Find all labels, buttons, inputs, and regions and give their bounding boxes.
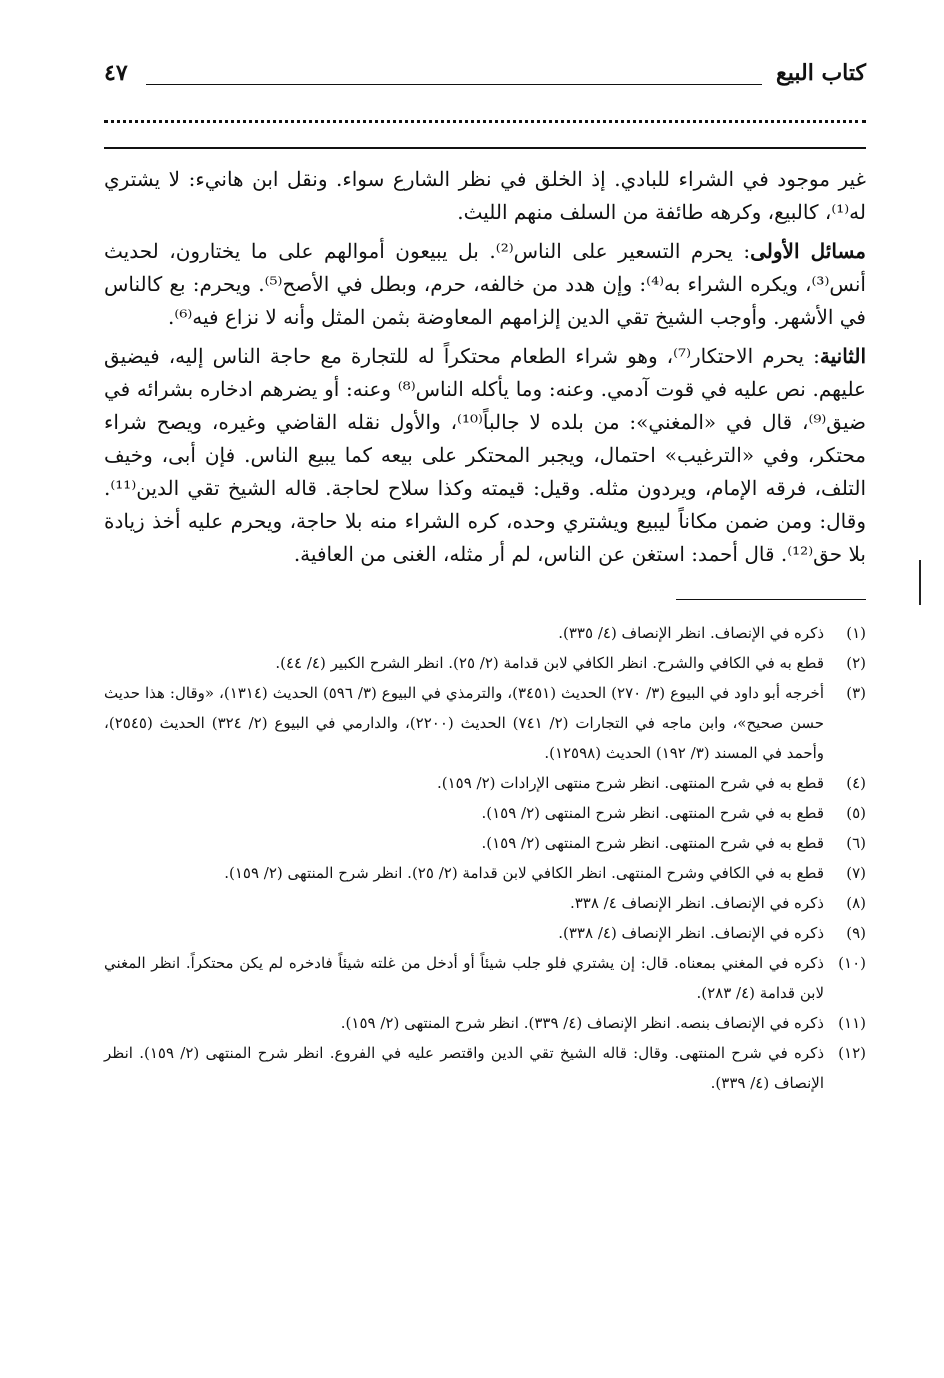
footnote xyxy=(104,918,866,948)
footnote xyxy=(104,828,866,858)
footnote-text: قطع به في الكافي وشرح المنتهى. انظر الكافي لابن قدامة (٢/ ٢٥). انظر شرح المنتهى (٢/ ١٥٩). xyxy=(224,864,824,882)
paragraph-2 xyxy=(104,235,866,334)
issue-first-heading: مسائل الأولى xyxy=(750,239,867,263)
footnote-text: قطع به في شرح المنتهى. انظر شرح المنتهى (٢/ ١٥٩). xyxy=(481,804,824,822)
chapter-title: كتاب البيع xyxy=(776,60,866,86)
paragraph-3-text: : يحرم الاحتكار⁽⁷⁾، وهو شراء الطعام محتكراً له للتجارة مع حاجة الناس إليه، فيضيق عليهم. نص عليه في قوت آدمي. وعنه: وما يأكله الناس⁽⁸⁾ وعنه: أو يضرهم ادخاره بشرائه في ضيق⁽⁹⁾، قال في «المغني»: من بلده لا جالباً⁽¹⁰⁾، والأول نقله القاضي وغيره، ويصح شراء محتكر، وفي «الترغيب» احتمال، ويجبر المحتكر على بيعه كما يبيع الناس. فإن أبى، وخيف التلف، فرقه الإمام، ويردون مثله. وقيل: قيمته وكذا سلاح لحاجة. قاله الشيخ تقي الدين⁽¹¹⁾. وقال: ومن ضمن مكاناً ليبيع ويشتري وحده، كره الشراء منه بلا حاجة، ويحرم عليه أخذ زيادة بلا حق⁽¹²⁾. قال أحمد: استغن عن الناس، لم أر مثله، الغنى من العافية. xyxy=(104,344,866,566)
footnote-number: (٧) xyxy=(846,864,866,882)
footnote-rule xyxy=(676,599,866,600)
paragraph-2-text: : يحرم التسعير على الناس⁽²⁾. بل يبيعون أموالهم على ما يختارون، لحديث أنس⁽³⁾، ويكره الشراء به⁽⁴⁾: وإن هدد من خالفه، حرم، وبطل في الأصح⁽⁵⁾. ويحرم: بع كالناس في الأشهر. وأوجب الشيخ تقي الدين إلزامهم المعاوضة بثمن المثل وأنه لا نزاع فيه⁽⁶⁾. xyxy=(104,239,866,329)
footnote-text: ذكره في الإنصاف. انظر الإنصاف (٤/ ٣٣٨). xyxy=(558,924,824,942)
dotted-divider xyxy=(104,114,866,123)
footnote xyxy=(104,858,866,888)
footnote-text: ذكره في شرح المنتهى. وقال: قاله الشيخ تقي الدين واقتصر عليه في الفروع. انظر شرح المنتهى (٢/ ١٥٩). انظر الإنصاف (٤/ ٣٣٩). xyxy=(104,1044,825,1092)
footnote-number: (٢) xyxy=(846,654,866,672)
footnotes xyxy=(104,618,866,1098)
margin-mark xyxy=(919,560,921,605)
footnote-text: أخرجه أبو داود في البيوع (٣/ ٢٧٠) الحديث (٣٤٥١)، والترمذي في البيوع (٣/ ٥٩٦) الحديث (١٣١٤)، «وقال: هذا حديث حسن صحيح»، وابن ماجه في التجارات (٢/ ٧٤١) الحديث (٢٢٠٠)، والدارمي في البيوع (٢/ ٣٢٤) الحديث (٢٥٤٥)، وأحمد في المسند (٣/ ١٩٢) الحديث (١٢٥٩٨). xyxy=(104,684,825,762)
footnote-number: (٥) xyxy=(846,804,866,822)
footnote-number: (١١) xyxy=(838,1014,866,1032)
footnote-text: ذكره في المغني بمعناه. قال: إن يشتري فلو جلب شيئاً أو أدخل من غلته شيئاً فادخره لم يكن محتكراً. انظر المغني لابن قدامة (٤/ ٢٨٣). xyxy=(104,954,824,1002)
footnote-text: قطع به في الكافي والشرح. انظر الكافي لابن قدامة (٢/ ٢٥). انظر الشرح الكبير (٤/ ٤٤). xyxy=(275,654,824,672)
footnote xyxy=(104,618,866,648)
section-rule xyxy=(104,147,866,149)
footnote-text: ذكره في الإنصاف. انظر الإنصاف (٤/ ٣٣٥). xyxy=(558,624,824,642)
footnote-number: (١) xyxy=(846,624,866,642)
book-page xyxy=(104,58,866,1098)
footnote-number: (٩) xyxy=(846,924,866,942)
running-header xyxy=(104,58,866,92)
footnote-number: (١٢) xyxy=(838,1044,866,1062)
main-text xyxy=(104,163,866,571)
footnote xyxy=(104,798,866,828)
footnote-text: ذكره في الإنصاف. انظر الإنصاف ٤/ ٣٣٨. xyxy=(569,894,824,912)
footnote-text: ذكره في الإنصاف بنصه. انظر الإنصاف (٤/ ٣٣٩). انظر شرح المنتهى (٢/ ١٥٩). xyxy=(340,1014,824,1032)
issue-second-heading: الثانية xyxy=(819,344,866,368)
footnote-number: (٤) xyxy=(846,774,866,792)
footnote xyxy=(104,768,866,798)
footnote xyxy=(104,648,866,678)
footnote xyxy=(104,948,866,1008)
footnote-number: (١٠) xyxy=(838,954,866,972)
footnote-number: (٦) xyxy=(846,834,866,852)
footnote xyxy=(104,888,866,918)
footnote-number: (٨) xyxy=(846,894,866,912)
footnote-text: قطع به في شرح المنتهى. انظر شرح منتهى الإرادات (٢/ ١٥٩). xyxy=(436,774,824,792)
paragraph-1: غير موجود في الشراء للبادي. إذ الخلق في نظر الشارع سواء. ونقل ابن هانيء: لا يشتري له⁽¹⁾، كالبيع، وكرهه طائفة من السلف منهم الليث. xyxy=(104,167,866,224)
footnote xyxy=(104,678,866,768)
footnote xyxy=(104,1038,866,1098)
footnote-number: (٣) xyxy=(846,684,866,702)
header-rule xyxy=(146,84,762,85)
footnote-text: قطع به في شرح المنتهى. انظر شرح المنتهى (٢/ ١٥٩). xyxy=(481,834,824,852)
page-number: ٤٧ xyxy=(104,60,128,86)
footnote xyxy=(104,1008,866,1038)
paragraph-3 xyxy=(104,340,866,571)
